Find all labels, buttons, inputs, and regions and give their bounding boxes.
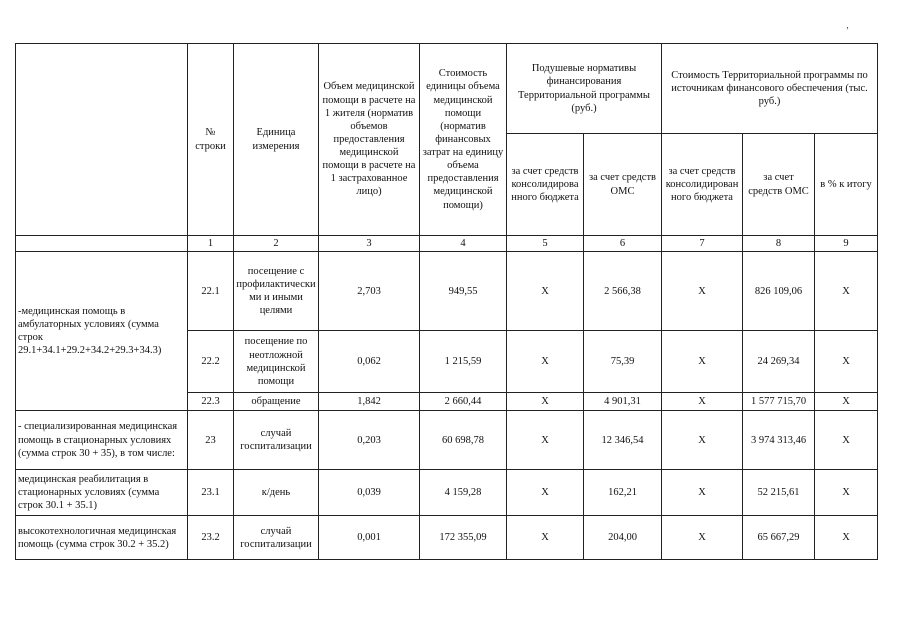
row-budget2: Х: [662, 331, 743, 393]
table-row: [16, 470, 878, 516]
corner-mark: ‚: [846, 20, 849, 30]
row-oms2: 52 215,61: [743, 470, 815, 516]
colnum-4: 4: [420, 236, 507, 252]
table-row: [16, 516, 878, 560]
row-unit: посещение с профилактическими и иными целями: [234, 252, 319, 331]
colnum-3: 3: [319, 236, 420, 252]
row-oms: 2 566,38: [584, 252, 662, 331]
colnum-8: 8: [743, 236, 815, 252]
row-cost: 4 159,28: [420, 470, 507, 516]
row-oms2: 24 269,34: [743, 331, 815, 393]
row-cost: 949,55: [420, 252, 507, 331]
row-budget: Х: [507, 470, 584, 516]
row-budget2: Х: [662, 252, 743, 331]
row-oms: 4 901,31: [584, 393, 662, 411]
colnum-2: 2: [234, 236, 319, 252]
header-program-cost: Стоимость Территориальной программы по источникам финансового обеспечения (тыс. руб.): [662, 44, 878, 134]
row-name: высокотехнологичная медицинская помощь (сумма строк 30.2 + 35.2): [16, 516, 188, 560]
row-name: - специализированная медицинская помощь в стационарных условиях (сумма строк 30 + 35), в том числе:: [16, 411, 188, 470]
row-oms2: 826 109,06: [743, 252, 815, 331]
row-volume: 2,703: [319, 252, 420, 331]
row-oms: 75,39: [584, 331, 662, 393]
row-oms2: 1 577 715,70: [743, 393, 815, 411]
row-oms2: 3 974 313,46: [743, 411, 815, 470]
row-no: 23: [188, 411, 234, 470]
header-cost: Стоимость единицы объема медицинской помощи (норматив финансовых затрат на единицу объема предоставления медицинской помощи): [420, 44, 507, 236]
program-cost-table: [15, 43, 878, 560]
row-name: медицинская реабилитация в стационарных условиях (сумма строк 30.1 + 35.1): [16, 470, 188, 516]
row-percent: Х: [815, 411, 878, 470]
colnum-5: 5: [507, 236, 584, 252]
row-budget2: Х: [662, 470, 743, 516]
row-no: 23.2: [188, 516, 234, 560]
header-empty: [16, 44, 188, 236]
row-no: 22.3: [188, 393, 234, 411]
header-budget: за счет средств консолидированного бюджета: [507, 134, 584, 236]
header-row-no: № строки: [188, 44, 234, 236]
row-cost: 2 660,44: [420, 393, 507, 411]
row-cost: 172 355,09: [420, 516, 507, 560]
row-cost: 1 215,59: [420, 331, 507, 393]
header-volume: Объем медицинской помощи в расчете на 1 жителя (норматив объемов предоставления медицинской помощи в расчете на 1 застрахованное лицо): [319, 44, 420, 236]
header-per-capita: Подушевые нормативы финансирования Территориальной программы (руб.): [507, 44, 662, 134]
row-budget: Х: [507, 516, 584, 560]
row-volume: 1,842: [319, 393, 420, 411]
row-budget2: Х: [662, 411, 743, 470]
row-budget: Х: [507, 252, 584, 331]
row-volume: 0,039: [319, 470, 420, 516]
row-budget: Х: [507, 331, 584, 393]
row-percent: Х: [815, 252, 878, 331]
row-percent: Х: [815, 470, 878, 516]
colnum-1: 1: [188, 236, 234, 252]
row-oms: 204,00: [584, 516, 662, 560]
table-row: [16, 411, 878, 470]
colnum-7: 7: [662, 236, 743, 252]
colnum-6: 6: [584, 236, 662, 252]
row-volume: 0,062: [319, 331, 420, 393]
row-oms2: 65 667,29: [743, 516, 815, 560]
row-no: 23.1: [188, 470, 234, 516]
header-percent: в % к итогу: [815, 134, 878, 236]
row-budget2: Х: [662, 516, 743, 560]
row-percent: Х: [815, 516, 878, 560]
row-budget: Х: [507, 411, 584, 470]
row-cost: 60 698,78: [420, 411, 507, 470]
header-budget2: за счет средств консолидированного бюджета: [662, 134, 743, 236]
row-volume: 0,001: [319, 516, 420, 560]
row-budget: Х: [507, 393, 584, 411]
row-oms: 12 346,54: [584, 411, 662, 470]
header-oms: за счет средств ОМС: [584, 134, 662, 236]
row-volume: 0,203: [319, 411, 420, 470]
row-unit: случай госпитализации: [234, 516, 319, 560]
header-unit: Единица измерения: [234, 44, 319, 236]
colnum-empty: [16, 236, 188, 252]
row-percent: Х: [815, 331, 878, 393]
row-unit: посещение по неотложной медицинской помощи: [234, 331, 319, 393]
row-unit: к/день: [234, 470, 319, 516]
row-no: 22.1: [188, 252, 234, 331]
row-percent: Х: [815, 393, 878, 411]
row-no: 22.2: [188, 331, 234, 393]
table-row: [16, 252, 878, 331]
row-oms: 162,21: [584, 470, 662, 516]
header-oms2: за счет средств ОМС: [743, 134, 815, 236]
colnum-9: 9: [815, 236, 878, 252]
row-unit: обращение: [234, 393, 319, 411]
row-budget2: Х: [662, 393, 743, 411]
row-name: -медицинская помощь в амбулаторных условиях (сумма строк 29.1+34.1+29.2+34.2+29.3+34.3): [16, 252, 188, 411]
row-unit: случай госпитализации: [234, 411, 319, 470]
